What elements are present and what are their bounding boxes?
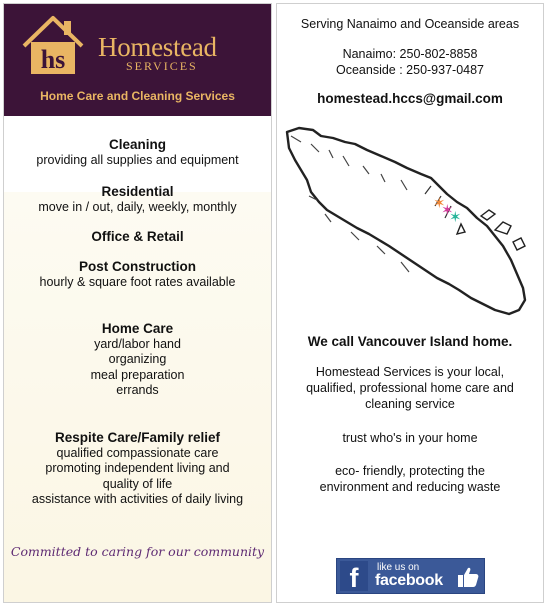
service-home-care [4, 321, 271, 399]
service-cleaning [4, 137, 271, 168]
facebook-icon: f [340, 561, 368, 591]
brand-subtitle: SERVICES [126, 59, 198, 73]
about-line: cleaning service [365, 397, 455, 411]
vancouver-island-map-icon [281, 122, 537, 322]
brand-tagline: Home Care and Cleaning Services [40, 89, 235, 103]
contact-panel [276, 3, 544, 603]
service-line: assistance with activities of daily living [31, 492, 244, 506]
star-magenta-icon: ✶ [441, 202, 454, 219]
star-orange-icon: ✶ [433, 195, 446, 212]
brand-name: Homestead [98, 32, 217, 62]
service-heading: Post Construction [79, 259, 196, 274]
service-area: Serving Nanaimo and Oceanside areas [300, 17, 520, 31]
logo-monogram: hs [40, 45, 66, 74]
phone-oceanside: Oceanside : 250-937-0487 [335, 63, 485, 77]
about-line: Homestead Services is your local, [315, 365, 505, 379]
about-line: qualified, professional home care and [306, 381, 514, 395]
services-panel [3, 3, 272, 603]
service-post-construction [4, 259, 271, 290]
service-line: move in / out, daily, weekly, monthly [38, 199, 237, 214]
service-line: yard/labor hand [94, 336, 181, 351]
service-office [4, 229, 271, 245]
commitment-slogan: Committed to caring for our community [10, 544, 265, 559]
service-heading: Office & Retail [91, 229, 184, 244]
facebook-like-button[interactable] [336, 558, 485, 594]
service-line: qualified compassionate care [56, 445, 219, 460]
service-respite-care [4, 430, 271, 508]
service-line: organizing [108, 352, 167, 366]
trust-line: trust who's in your home [342, 431, 478, 445]
service-line: promoting independent living and [45, 461, 230, 475]
service-line: errands [116, 383, 159, 397]
eco-line: environment and reducing waste [319, 480, 501, 494]
service-line: meal preparation [90, 367, 185, 382]
thumbs-up-icon [456, 565, 480, 589]
service-line: quality of life [102, 476, 173, 491]
house-logo-icon [18, 12, 88, 76]
phone-nanaimo: Nanaimo: 250-802-8858 [342, 47, 478, 61]
eco-line: eco- friendly, protecting the [335, 464, 485, 478]
service-heading: Respite Care/Family relief [54, 430, 221, 445]
service-heading: Home Care [101, 321, 174, 336]
facebook-like-label: like us on [377, 562, 420, 573]
facebook-wordmark: facebook [375, 572, 443, 589]
service-line: providing all supplies and equipment [36, 152, 239, 167]
service-line: hourly & square foot rates available [39, 274, 236, 289]
service-heading: Cleaning [108, 137, 166, 152]
service-residential [4, 184, 271, 215]
island-motto: We call Vancouver Island home. [307, 334, 513, 349]
brand-header [4, 4, 271, 116]
email-address[interactable]: homestead.hccs@gmail.com [317, 91, 503, 106]
star-teal-icon: ✶ [449, 209, 462, 226]
service-heading: Residential [101, 184, 174, 199]
